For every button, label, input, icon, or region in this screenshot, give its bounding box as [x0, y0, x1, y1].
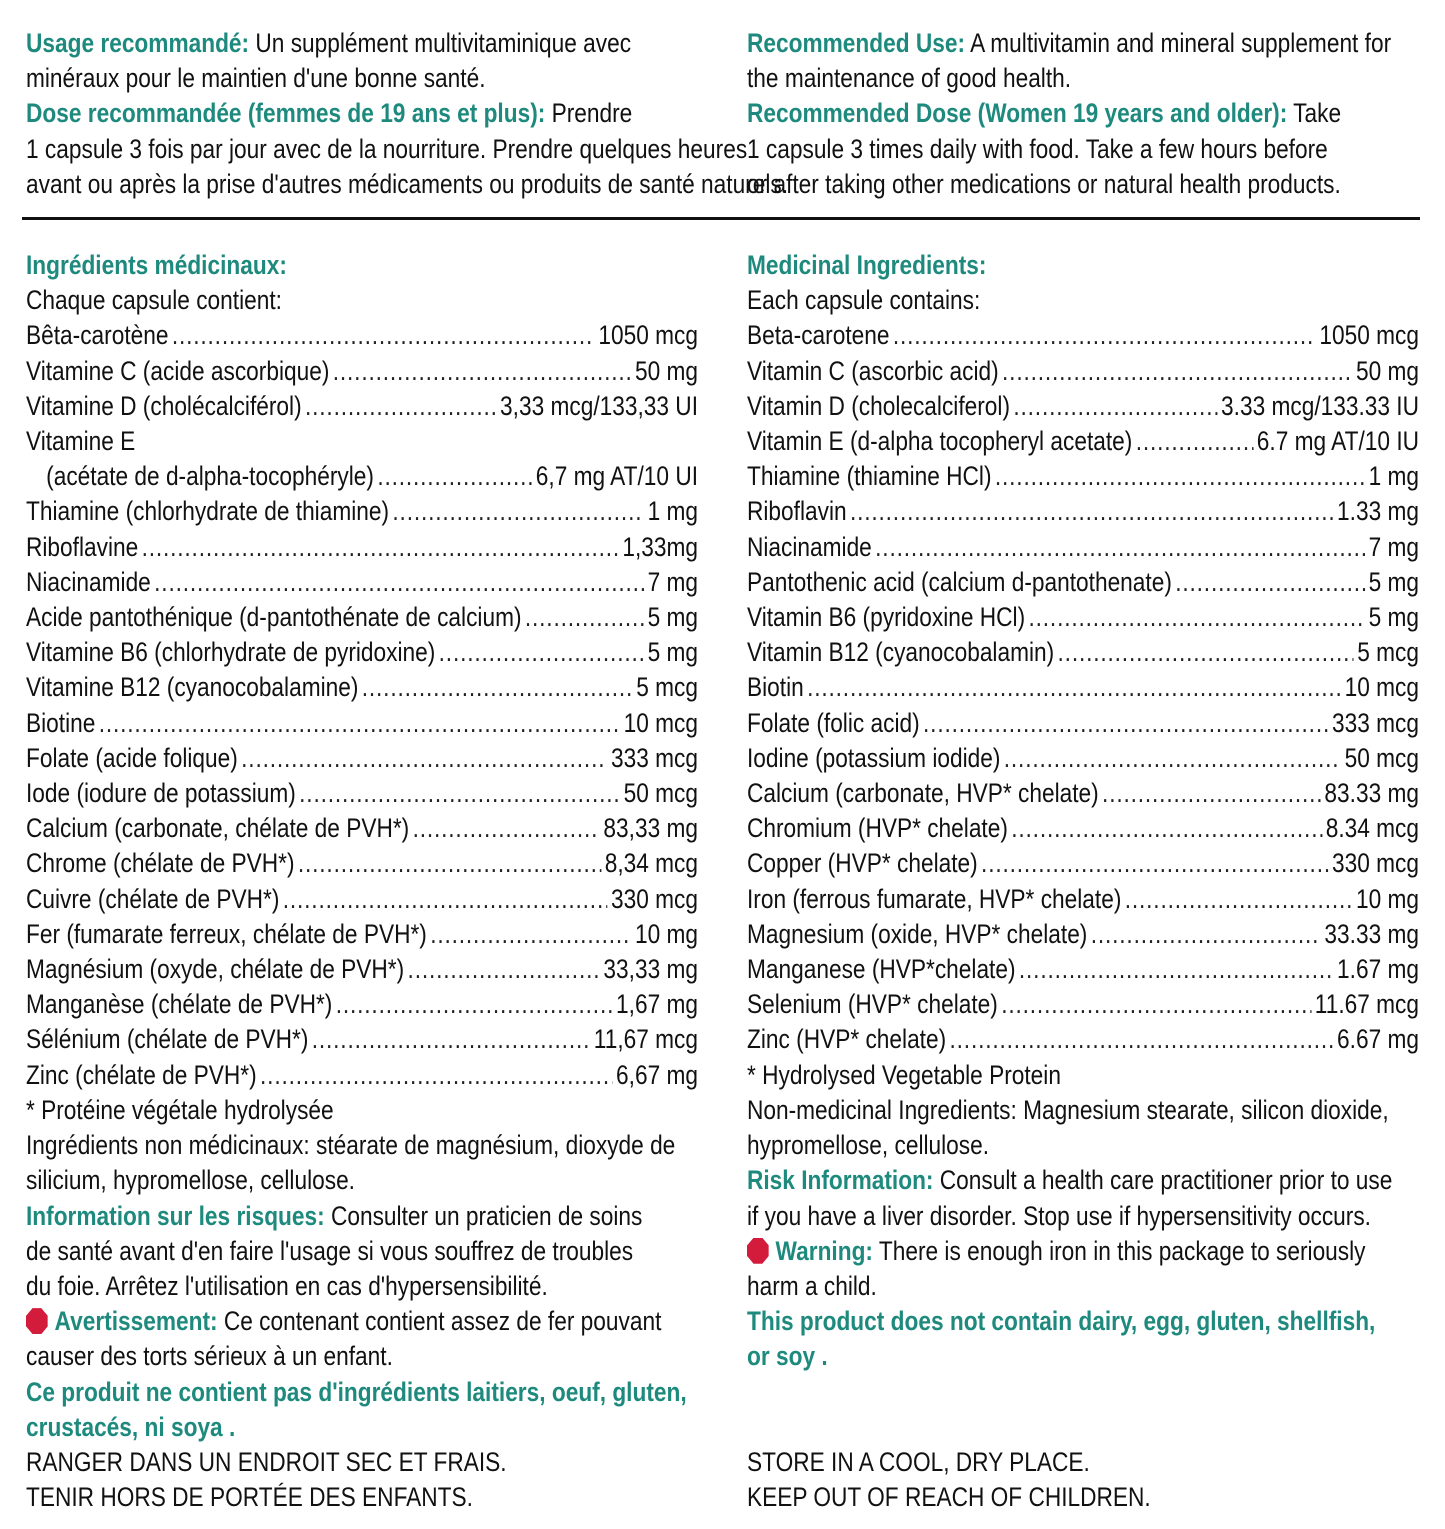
ingredient-row — [26, 354, 698, 389]
leader-dots — [1019, 952, 1334, 987]
ingredients-intro-en: Each capsule contains: — [747, 285, 981, 316]
ingredient-value: 6.7 mg AT/10 IU — [1256, 426, 1419, 457]
ingredient-row — [26, 670, 698, 705]
leader-dots — [807, 670, 1341, 705]
ingredient-row — [26, 706, 698, 741]
ingredient-value: 33,33 mg — [603, 954, 698, 985]
leader-dots — [336, 987, 613, 1022]
allergen-2-fr: crustacés, ni soya . — [26, 1411, 236, 1442]
leader-dots — [241, 741, 607, 776]
ingredient-value: 1,67 mg — [616, 989, 698, 1020]
ingredient-label: Riboflavin — [747, 496, 847, 527]
leader-dots — [312, 1022, 591, 1057]
leader-dots — [1091, 917, 1321, 952]
ingredient-value: 1 mg — [647, 496, 698, 527]
usage-text-en: A multivitamin and mineral supplement for — [965, 28, 1392, 58]
ingredients-intro-fr: Chaque capsule contient: — [26, 285, 282, 316]
ingredient-label: Vitamine B12 (cyanocobalamine) — [26, 672, 359, 703]
ingredient-row — [26, 530, 698, 565]
leader-dots — [172, 318, 595, 353]
ingredient-value: 5 mg — [647, 602, 698, 633]
ingredient-label: Vitamin B6 (pyridoxine HCl) — [747, 602, 1026, 633]
ingredient-row — [747, 1022, 1419, 1057]
ingredient-row — [747, 565, 1419, 600]
ingredient-value: 330 mcg — [611, 883, 698, 914]
ingredient-row — [747, 318, 1419, 353]
ingredient-label: Bêta-carotène — [26, 320, 169, 351]
ingredient-label: Manganèse (chélate de PVH*) — [26, 989, 333, 1020]
ingredient-row — [747, 952, 1419, 987]
ingredient-row — [26, 389, 698, 424]
non-med-2-en: hypromellose, cellulose. — [747, 1130, 990, 1161]
ingredient-label: Riboflavine — [26, 531, 139, 562]
allergen-1-fr: Ce produit ne contient pas d'ingrédients laitiers, oeuf, gluten, — [26, 1376, 687, 1407]
warning-text-2-fr: causer des torts sérieux à un enfant. — [26, 1341, 393, 1372]
ingredient-label: Vitamin C (ascorbic acid) — [747, 355, 999, 386]
ingredient-label: Sélénium (chélate de PVH*) — [26, 1024, 309, 1055]
ingredient-row — [26, 811, 698, 846]
ingredient-label: Copper (HVP* chelate) — [747, 848, 978, 879]
ingredient-label: Vitamin E (d-alpha tocopheryl acetate) — [747, 426, 1133, 457]
ingredient-value: 50 mcg — [623, 778, 698, 809]
leader-dots — [981, 846, 1329, 881]
ingredient-label: Biotin — [747, 672, 804, 703]
usage-text-fr: Un supplément multivitaminique avec — [249, 28, 632, 58]
vit-e-label-fr: Vitamine E — [26, 426, 136, 457]
ingredient-label: Niacinamide — [26, 566, 151, 597]
ingredient-row — [747, 530, 1419, 565]
usage-line-fr — [26, 26, 698, 61]
ingredient-value: 1050 mcg — [1319, 320, 1419, 351]
dose-title-fr: Dose recommandée (femmes de 19 ans et plus): — [26, 98, 546, 129]
ingredient-value: 330 mcg — [1332, 848, 1419, 879]
ingredient-value: 1050 mcg — [598, 320, 698, 351]
warning-title-fr: Avertissement: — [54, 1306, 218, 1337]
non-med-1-fr: Ingrédients non médicinaux: stéarate de magnésium, dioxyde de — [26, 1130, 676, 1161]
leader-dots — [298, 846, 601, 881]
leader-dots — [283, 882, 608, 917]
ingredient-row — [26, 987, 698, 1022]
ingredient-label: Pantothenic acid (calcium d-pantothenate) — [747, 566, 1172, 597]
ingredient-value: 7 mg — [1368, 531, 1419, 562]
warning-text-2-en: harm a child. — [747, 1270, 877, 1301]
ingredient-value: 3.33 mcg/133.33 IU — [1221, 390, 1419, 421]
leader-dots — [1058, 635, 1354, 670]
ingredient-value: 8.34 mcg — [1325, 813, 1419, 844]
leader-dots — [408, 952, 601, 987]
allergen-1-en: This product does not contain dairy, egg, gluten, shellfish, — [747, 1306, 1376, 1337]
usage-text-2-fr: minéraux pour le maintien d'une bonne santé. — [26, 63, 486, 94]
ingredient-value: 7 mg — [647, 566, 698, 597]
ingredient-label: Niacinamide — [747, 531, 872, 562]
ingredient-label: Manganese (HVP*chelate) — [747, 954, 1016, 985]
ingredient-value: 333 mcg — [1332, 707, 1419, 738]
warning-text-en: There is enough iron in this package to seriously — [872, 1235, 1366, 1266]
dose-text-en: Take — [1287, 98, 1342, 129]
ingredient-value: 6,67 mg — [616, 1059, 698, 1090]
ingredient-value: 10 mcg — [623, 707, 698, 738]
ingredient-row — [26, 600, 698, 635]
ingredient-label: Acide pantothénique (d-pantothénate de calcium) — [26, 602, 522, 633]
usage-title-fr: Usage recommandé: — [26, 28, 250, 58]
leader-dots — [260, 1058, 613, 1093]
leader-dots — [950, 1022, 1334, 1057]
usage-line-en — [747, 26, 1419, 61]
ingredient-label: Vitamine B6 (chlorhydrate de pyridoxine) — [26, 637, 436, 668]
ingredient-label: Thiamine (chlorhydrate de thiamine) — [26, 496, 390, 527]
leader-dots — [1002, 354, 1353, 389]
ingredient-label: Zinc (HVP* chelate) — [747, 1024, 947, 1055]
dose-line-en — [747, 96, 1419, 131]
ingredient-label: Calcium (carbonate, HVP* chelate) — [747, 778, 1099, 809]
ingredient-row — [747, 494, 1419, 529]
ingredient-label: (acétate de d-alpha-tocophéryle) — [46, 461, 374, 492]
ingredient-value: 83.33 mg — [1324, 778, 1419, 809]
stop-octagon-icon — [26, 1308, 48, 1334]
leader-dots — [875, 530, 1365, 565]
warning-title-en: Warning: — [775, 1235, 873, 1266]
leader-dots — [1004, 741, 1341, 776]
keep-en: KEEP OUT OF REACH OF CHILDREN. — [747, 1481, 1151, 1512]
ingredient-value: 11.67 mcg — [1314, 989, 1419, 1020]
ingredient-row — [747, 811, 1419, 846]
non-med-1-en: Non-medicinal Ingredients: Magnesium stearate, silicon dioxide, — [747, 1094, 1389, 1125]
dose-text-2-fr: 1 capsule 3 fois par jour avec de la nourriture. Prendre quelques heures — [26, 133, 748, 164]
ingredient-value: 10 mg — [634, 918, 698, 949]
ingredient-value: 6.67 mg — [1337, 1024, 1419, 1055]
ingredient-row — [26, 917, 698, 952]
ingredient-row — [747, 354, 1419, 389]
leader-dots — [1175, 565, 1365, 600]
ingredient-value: 83,33 mg — [603, 813, 698, 844]
ingredient-label: Chromium (HVP* chelate) — [747, 813, 1008, 844]
ingredient-value: 10 mcg — [1344, 672, 1419, 703]
risk-text-3-fr: du foie. Arrêtez l'utilisation en cas d'hypersensibilité. — [26, 1270, 548, 1301]
ingredient-label: Vitamine C (acide ascorbique) — [26, 355, 330, 386]
leader-dots — [1125, 882, 1353, 917]
ingredient-row — [747, 776, 1419, 811]
store-fr: RANGER DANS UN ENDROIT SEC ET FRAIS. — [26, 1446, 507, 1477]
dose-text-3-fr: avant ou après la prise d'autres médicaments ou produits de santé naturels. — [26, 168, 789, 199]
risk-text-2-en: if you have a liver disorder. Stop use if hypersensitivity occurs. — [747, 1200, 1371, 1231]
ingredient-label: Vitamin D (cholecalciferol) — [747, 390, 1011, 421]
ingredient-row — [747, 670, 1419, 705]
hvp-note-fr: * Protéine végétale hydrolysée — [26, 1094, 334, 1125]
leader-dots — [1136, 424, 1254, 459]
hvp-note-en: * Hydrolysed Vegetable Protein — [747, 1059, 1061, 1090]
risk-text-fr: Consulter un praticien de soins — [324, 1200, 643, 1231]
ingredient-row — [26, 952, 698, 987]
ingredient-label: Folate (acide folique) — [26, 742, 238, 773]
ingredient-value: 50 mcg — [1344, 742, 1419, 773]
ingredient-label: Cuivre (chélate de PVH*) — [26, 883, 280, 914]
ingredient-value: 50 mg — [1355, 355, 1419, 386]
dose-title-en: Recommended Dose (Women 19 years and older): — [747, 98, 1288, 129]
allergen-2-en: or soy . — [747, 1341, 828, 1372]
leader-dots — [413, 811, 600, 846]
ingredient-label: Folate (folic acid) — [747, 707, 920, 738]
leader-dots — [525, 600, 644, 635]
ingredient-label: Vitamine D (cholécalciférol) — [26, 390, 302, 421]
leader-dots — [1102, 776, 1321, 811]
leader-dots — [1011, 811, 1322, 846]
leader-dots — [1029, 600, 1366, 635]
ingredient-row — [26, 494, 698, 529]
ingredient-value: 333 mcg — [611, 742, 698, 773]
ingredient-label: Iode (iodure de potassium) — [26, 778, 296, 809]
dose-text-fr: Prendre — [545, 98, 633, 129]
risk-text-en: Consult a health care practitioner prior to use — [933, 1165, 1393, 1196]
ingredient-row — [747, 987, 1419, 1022]
ingredients-title-fr: Ingrédients médicinaux: — [26, 250, 287, 281]
ingredient-label: Zinc (chélate de PVH*) — [26, 1059, 257, 1090]
ingredient-row — [26, 1022, 698, 1057]
ingredient-label: Biotine — [26, 707, 96, 738]
store-en: STORE IN A COOL, DRY PLACE. — [747, 1446, 1090, 1477]
ingredient-row — [747, 600, 1419, 635]
ingredient-label: Chrome (chélate de PVH*) — [26, 848, 295, 879]
usage-text-2-en: the maintenance of good health. — [747, 63, 1072, 94]
ingredient-row — [747, 389, 1419, 424]
ingredient-value: 10 mg — [1355, 883, 1419, 914]
leader-dots — [305, 389, 497, 424]
warning-line-en — [747, 1234, 1419, 1269]
usage-title-en: Recommended Use: — [747, 28, 966, 58]
ingredient-value: 5 mg — [647, 637, 698, 668]
ingredient-value: 8,34 mcg — [604, 848, 698, 879]
ingredient-value: 11,67 mcg — [593, 1024, 698, 1055]
non-med-2-fr: silicium, hypromellose, cellulose. — [26, 1165, 355, 1196]
risk-text-2-fr: de santé avant d'en faire l'usage si vous souffrez de troubles — [26, 1235, 634, 1266]
ingredient-row — [747, 424, 1419, 459]
warning-line-fr — [26, 1304, 698, 1339]
keep-fr: TENIR HORS DE PORTÉE DES ENFANTS. — [26, 1482, 473, 1513]
ingredient-value: 3,33 mcg/133,33 UI — [500, 390, 698, 421]
ingredient-row — [26, 635, 698, 670]
ingredient-label: Vitamin B12 (cyanocobalamin) — [747, 637, 1055, 668]
leader-dots — [99, 706, 621, 741]
ingredient-value: 5 mcg — [1357, 637, 1419, 668]
warning-text-fr: Ce contenant contient assez de fer pouvant — [217, 1306, 662, 1337]
leader-dots — [142, 530, 619, 565]
dose-line-fr — [26, 96, 698, 131]
ingredient-row — [26, 776, 698, 811]
ingredient-value: 33.33 mg — [1324, 918, 1419, 949]
ingredients-title-en: Medicinal Ingredients: — [747, 250, 987, 281]
risk-line-fr — [26, 1199, 698, 1234]
ingredient-label: Magnésium (oxyde, chélate de PVH*) — [26, 954, 405, 985]
leader-dots — [392, 494, 644, 529]
ingredient-row — [26, 846, 698, 881]
leader-dots — [1001, 987, 1311, 1022]
ingredient-value: 5 mg — [1368, 602, 1419, 633]
ingredient-label: Calcium (carbonate, chélate de PVH*) — [26, 813, 410, 844]
leader-dots — [430, 917, 631, 952]
english-column — [747, 26, 1419, 1515]
leader-dots — [439, 635, 645, 670]
leader-dots — [299, 776, 620, 811]
leader-dots — [333, 354, 632, 389]
ingredient-label: Selenium (HVP* chelate) — [747, 989, 998, 1020]
leader-dots — [995, 459, 1365, 494]
ingredient-label: Fer (fumarate ferreux, chélate de PVH*) — [26, 918, 427, 949]
ingredient-row — [747, 741, 1419, 776]
ingredient-row — [26, 565, 698, 600]
ingredient-label: Iron (ferrous fumarate, HVP* chelate) — [747, 883, 1122, 914]
ingredient-value: 1.33 mg — [1337, 496, 1419, 527]
ingredient-label: Iodine (potassium iodide) — [747, 742, 1001, 773]
ingredient-value: 50 mg — [634, 355, 698, 386]
ingredient-value: 1 mg — [1368, 461, 1419, 492]
ingredient-row — [26, 882, 698, 917]
leader-dots — [923, 706, 1329, 741]
ingredient-label: Beta-carotene — [747, 320, 890, 351]
ingredient-value: 1,33mg — [622, 531, 698, 562]
dose-text-3-en: or after taking other medications or natural health products. — [747, 168, 1341, 199]
leader-dots — [362, 670, 633, 705]
ingredient-label: Thiamine (thiamine HCl) — [747, 461, 992, 492]
ingredient-value: 5 mg — [1368, 566, 1419, 597]
risk-title-fr: Information sur les risques: — [26, 1200, 325, 1231]
risk-line-en — [747, 1163, 1419, 1198]
ingredient-row — [26, 318, 698, 353]
leader-dots — [893, 318, 1316, 353]
ingredient-row — [747, 459, 1419, 494]
dose-text-2-en: 1 capsule 3 times daily with food. Take a few hours before — [747, 133, 1328, 164]
ingredient-value: 5 mcg — [636, 672, 698, 703]
ingredient-row — [26, 741, 698, 776]
leader-dots — [154, 565, 644, 600]
ingredient-row — [26, 459, 698, 494]
ingredient-list-en — [747, 318, 1419, 1057]
leader-dots — [850, 494, 1334, 529]
ingredient-row — [747, 882, 1419, 917]
leader-dots — [377, 459, 532, 494]
ingredient-value: 6,7 mg AT/10 UI — [535, 461, 698, 492]
leader-dots — [1013, 389, 1217, 424]
ingredient-value: 1.67 mg — [1337, 954, 1419, 985]
ingredient-list-fr-part1 — [26, 318, 698, 424]
ingredient-row — [747, 846, 1419, 881]
ingredient-row — [747, 635, 1419, 670]
ingredient-row — [26, 1058, 698, 1093]
stop-octagon-icon — [747, 1238, 769, 1264]
ingredient-row — [747, 706, 1419, 741]
ingredient-list-fr-part2 — [26, 494, 698, 1092]
ingredient-label: Magnesium (oxide, HVP* chelate) — [747, 918, 1088, 949]
ingredient-row — [747, 917, 1419, 952]
risk-title-en: Risk Information: — [747, 1165, 934, 1196]
